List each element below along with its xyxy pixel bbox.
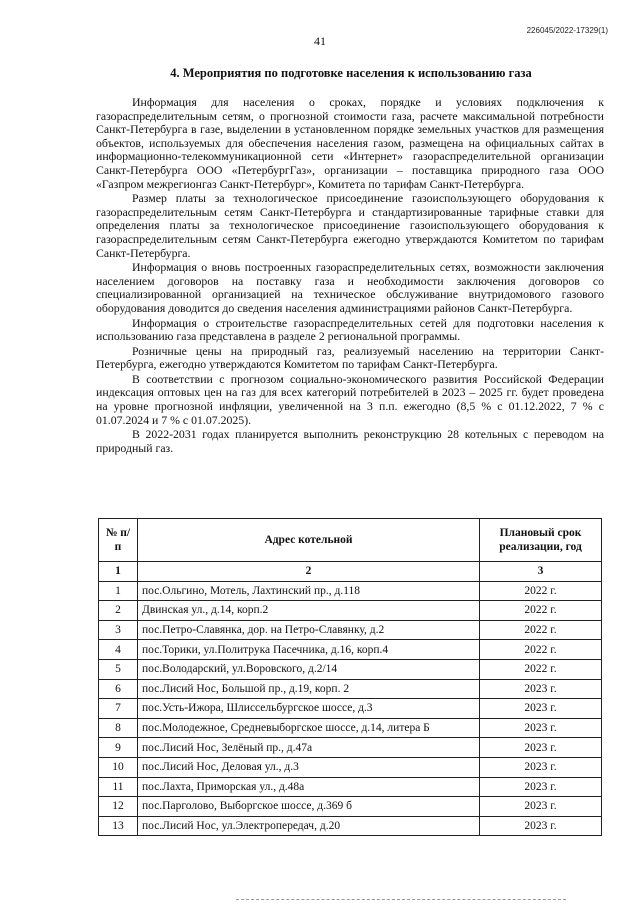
- table-row: [99, 699, 602, 719]
- column-header-deadline: Плановый срок реализации, год: [480, 519, 602, 562]
- column-header-address: Адрес котельной: [138, 519, 480, 562]
- row-address: пос.Володарский, ул.Воровского, д.2/14: [138, 659, 480, 679]
- index-cell: 1: [99, 562, 138, 582]
- row-year: 2022 г.: [480, 581, 602, 601]
- row-number: 3: [99, 620, 138, 640]
- table-index-row: [99, 562, 602, 582]
- table-row: [99, 797, 602, 817]
- table-row: [99, 601, 602, 621]
- row-number: 10: [99, 757, 138, 777]
- row-address: пос.Ольгино, Мотель, Лахтинский пр., д.118: [138, 581, 480, 601]
- paragraph: Информация о строительстве газораспределительных сетей для подготовки населения к использованию газа представлена в разделе 2 региональной программы.: [96, 315, 604, 344]
- row-number: 12: [99, 797, 138, 817]
- row-year: 2023 г.: [480, 699, 602, 719]
- paragraph: Розничные цены на природный газ, реализуемый населению на территории Санкт-Петербурга, ежегодно утверждаются Комитетом по тарифам Санкт-Петербурга.: [96, 343, 604, 372]
- row-year: 2022 г.: [480, 601, 602, 621]
- table-row: [99, 620, 602, 640]
- table-row: [99, 738, 602, 758]
- row-year: 2023 г.: [480, 679, 602, 699]
- row-number: 9: [99, 738, 138, 758]
- table-row: [99, 816, 602, 836]
- paragraph: Размер платы за технологическое присоединение газоиспользующего оборудования к газораспределительным сетям Санкт-Петербурга и стандартизированные тарифные ставки для определения платы за технологическое присоединение газоиспользующего оборудования к газораспределительным сетям Санкт-Петербурга ежегодно утверждаются Комитетом по тарифам Санкт-Петербурга.: [96, 191, 604, 260]
- row-year: 2023 г.: [480, 816, 602, 836]
- row-number: 11: [99, 777, 138, 797]
- page-number: 41: [314, 34, 326, 48]
- body-text: [96, 96, 604, 456]
- row-number: 2: [99, 601, 138, 621]
- paragraph: В соответствии с прогнозом социально-экономического развития Российской Федерации индексация оптовых цен на газ для всех категорий потребителей в 2023 – 2025 гг. будет проведена на уровне прогнозной инфляции, увеличенной на 3 п.п. ежегодно (8,5 % с 01.12.2022, 7 % с 01.07.2024 и 7 % с 01.07.2025).: [96, 371, 604, 427]
- row-address: пос.Лисий Нос, Деловая ул., д.3: [138, 757, 480, 777]
- row-year: 2022 г.: [480, 620, 602, 640]
- row-number: 4: [99, 640, 138, 660]
- row-number: 5: [99, 659, 138, 679]
- row-address: Двинская ул., д.14, корп.2: [138, 601, 480, 621]
- row-year: 2023 г.: [480, 718, 602, 738]
- index-cell: 2: [138, 562, 480, 582]
- table-row: [99, 581, 602, 601]
- table-row: [99, 679, 602, 699]
- column-header-number: № п/п: [99, 519, 138, 562]
- document-number: 226045/2022-17329(1): [526, 26, 608, 35]
- row-address: пос.Лисий Нос, ул.Электропередач, д.20: [138, 816, 480, 836]
- row-number: 7: [99, 699, 138, 719]
- row-year: 2023 г.: [480, 797, 602, 817]
- row-address: пос.Молодежное, Средневыборгское шоссе, д.14, литера Б: [138, 718, 480, 738]
- index-cell: 3: [480, 562, 602, 582]
- row-year: 2022 г.: [480, 659, 602, 679]
- table-header-row: [99, 519, 602, 562]
- paragraph: В 2022-2031 годах планируется выполнить реконструкцию 28 котельных с переводом на природный газ.: [96, 427, 604, 455]
- boiler-houses-table: [98, 518, 602, 836]
- row-address: пос.Лисий Нос, Большой пр., д.19, корп. 2: [138, 679, 480, 699]
- table-row: [99, 640, 602, 660]
- row-address: пос.Усть-Ижора, Шлиссельбургское шоссе, д.3: [138, 699, 480, 719]
- row-number: 6: [99, 679, 138, 699]
- table-row: [99, 718, 602, 738]
- table-row: [99, 757, 602, 777]
- row-year: 2023 г.: [480, 777, 602, 797]
- row-year: 2023 г.: [480, 757, 602, 777]
- row-number: 8: [99, 718, 138, 738]
- table-row: [99, 659, 602, 679]
- row-year: 2022 г.: [480, 640, 602, 660]
- row-number: 13: [99, 816, 138, 836]
- section-heading: 4. Мероприятия по подготовке населения к использованию газа: [170, 66, 532, 80]
- paragraph: Информация для населения о сроках, порядке и условиях подключения к газораспределительным сетям, о прогнозной стоимости газа, расчете максимальной потребности Санкт-Петербурга в газе, выделении в установленном порядке земельных участков для размещения объектов, используемых для обеспечения населения газом, размещена на официальных сайтах в информационно-телекоммуникационной сети «Интернет» газораспределительной организации Санкт-Петербурга ООО «ПетербургГаз», организации – поставщика природного газа ООО «Газпром межрегионгаз Санкт-Петербург», Комитета по тарифам Санкт-Петербурга.: [96, 95, 604, 191]
- row-address: пос.Парголово, Выборгское шоссе, д.369 б: [138, 797, 480, 817]
- row-number: 1: [99, 581, 138, 601]
- row-address: пос.Торики, ул.Политрука Пасечника, д.16, корп.4: [138, 640, 480, 660]
- row-address: пос.Лахта, Приморская ул., д.48а: [138, 777, 480, 797]
- row-year: 2023 г.: [480, 738, 602, 758]
- row-address: пос.Лисий Нос, Зелёный пр., д.47а: [138, 738, 480, 758]
- table-row: [99, 777, 602, 797]
- row-address: пос.Петро-Славянка, дор. на Петро-Славянку, д.2: [138, 620, 480, 640]
- scan-artifact-divider: [236, 899, 566, 901]
- paragraph: Информация о вновь построенных газораспределительных сетях, возможности заключения населением договоров на поставку газа и необходимости заключения договоров со специализированной организацией на техническое обслуживание внутридомового газового оборудования доводится до сведения населения администрациями районов Санкт-Петербурга.: [96, 260, 604, 315]
